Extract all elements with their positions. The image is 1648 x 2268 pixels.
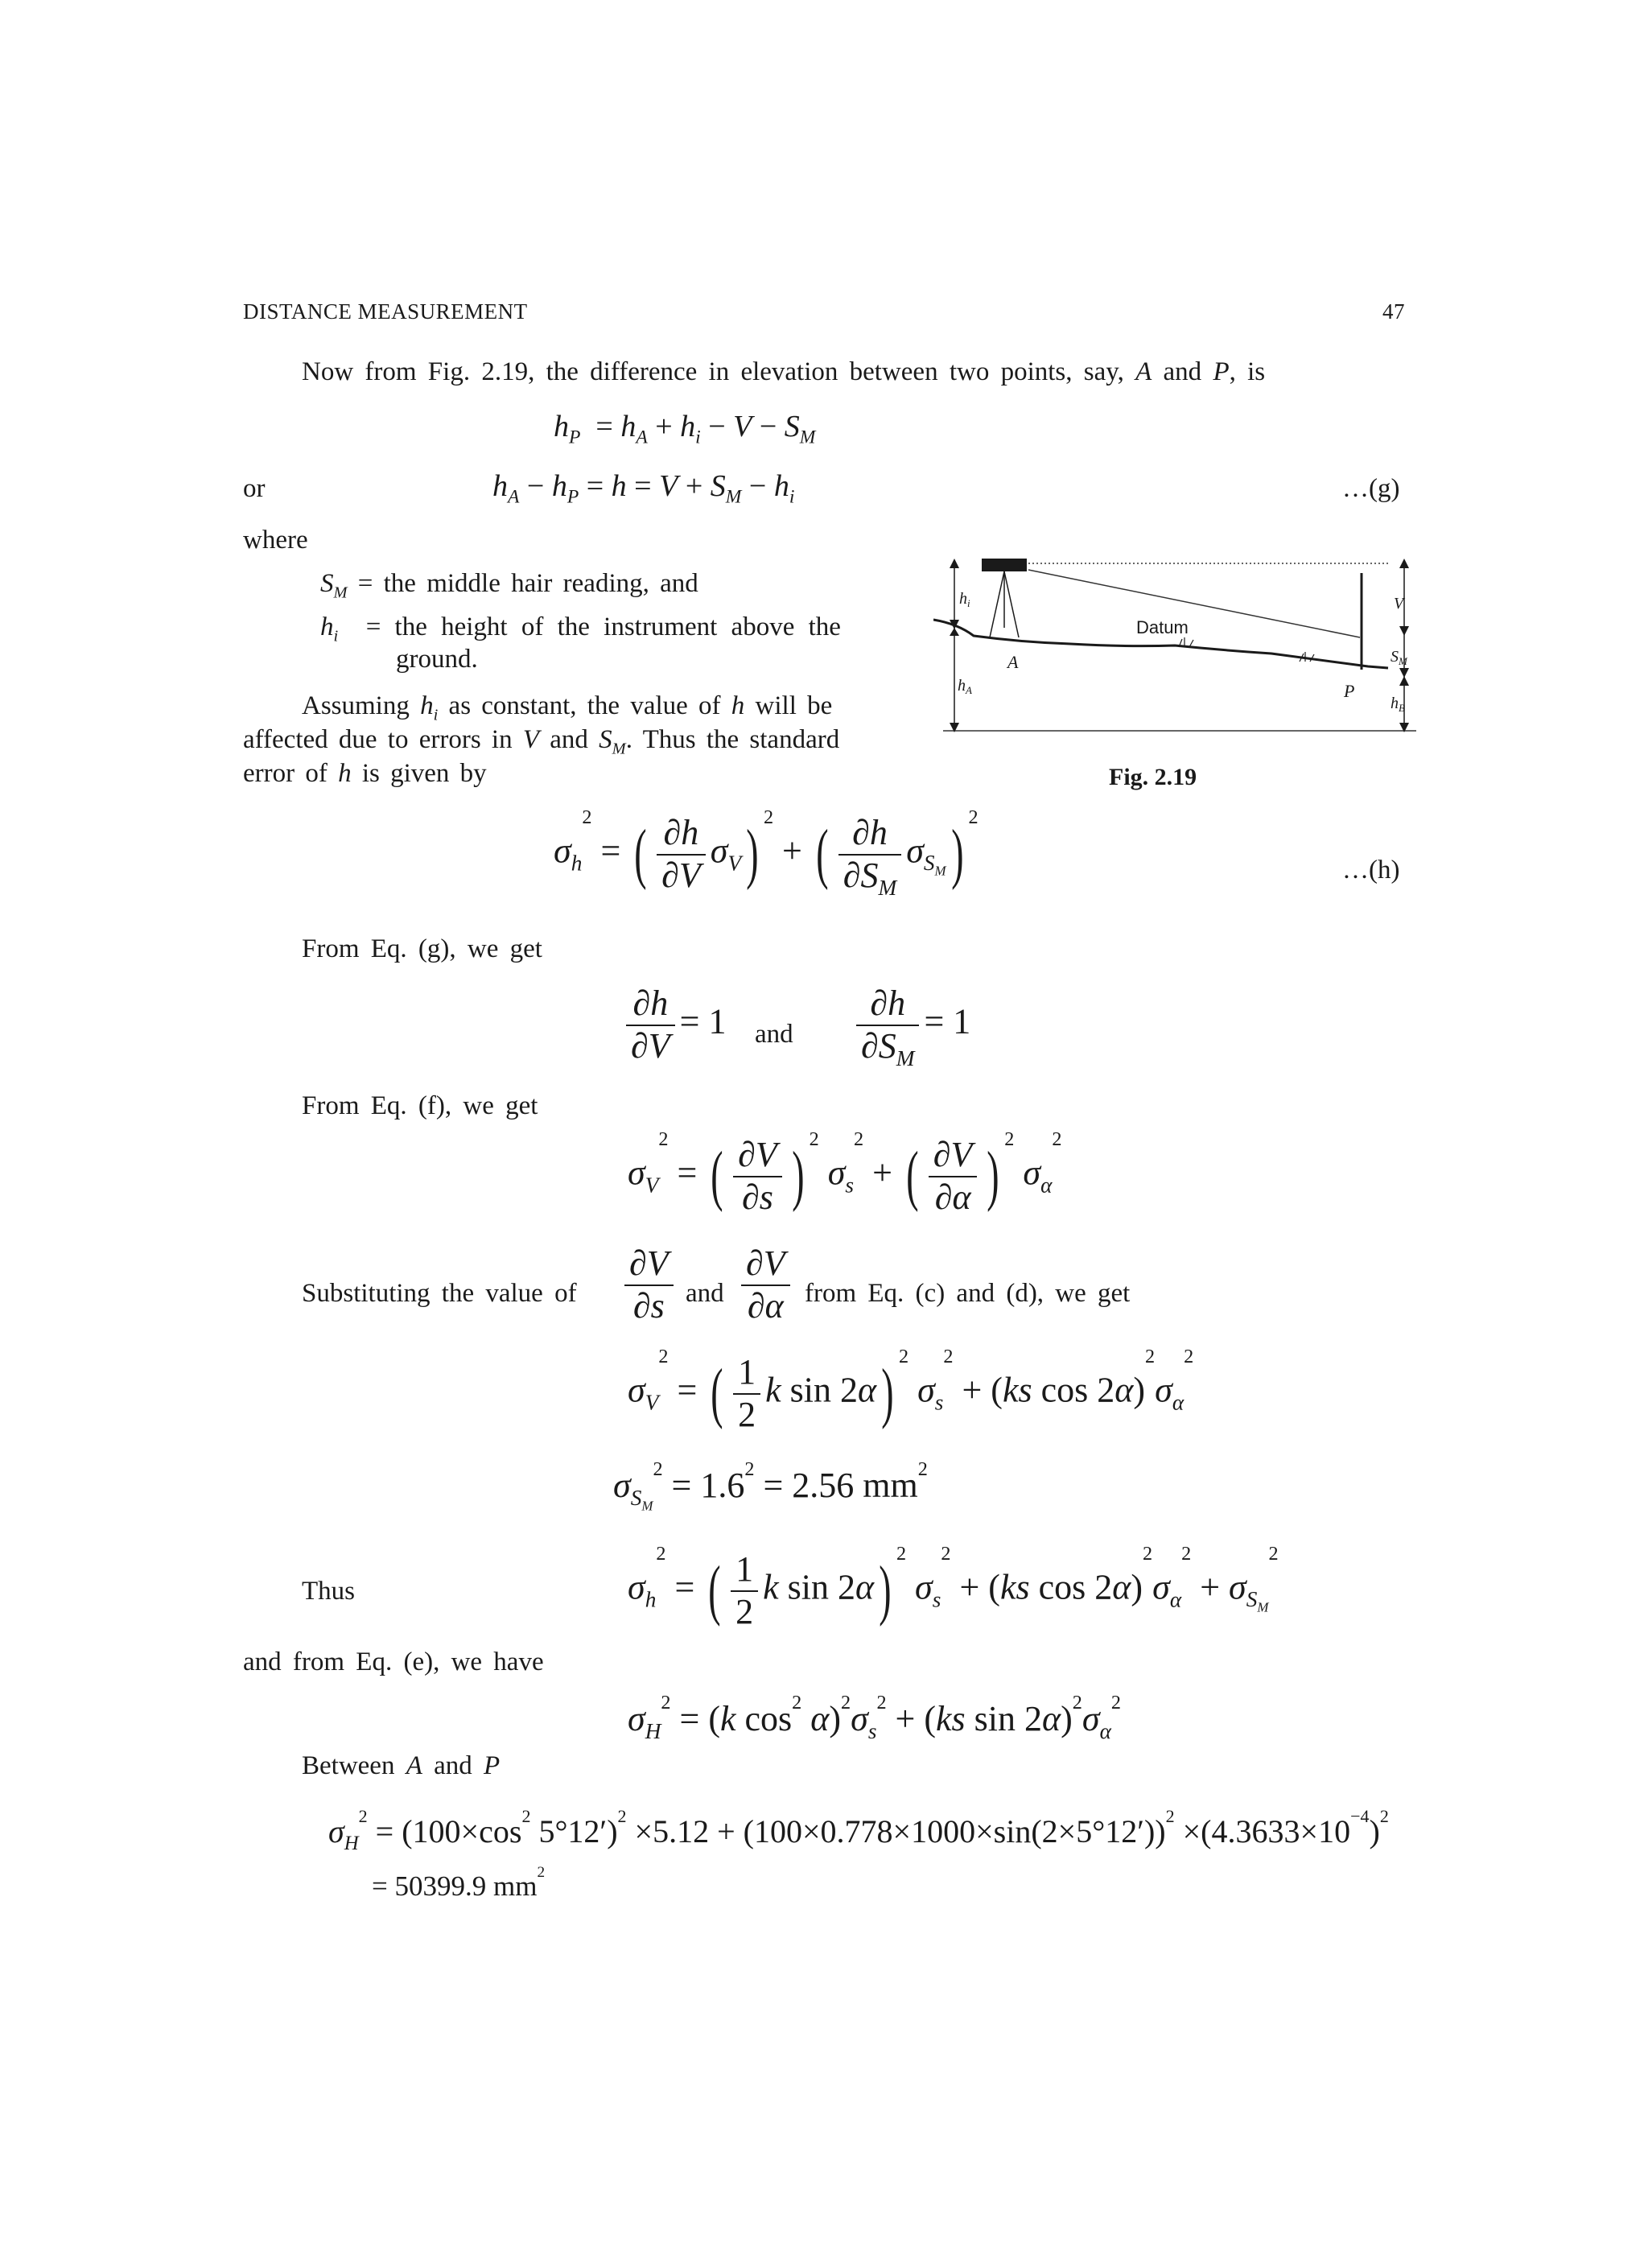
num-thousand: 1000: [911, 1813, 976, 1849]
num-angle-1: 5°12′: [538, 1813, 608, 1849]
intro-and: and: [1163, 357, 1202, 386]
from-eq-f: From Eq. (f), we get: [302, 1091, 538, 1120]
num-k: 100: [753, 1813, 802, 1849]
label-hb: $h_B$: [1390, 695, 1405, 714]
equation-sigma-v-expanded: $\sigma_V^2$ = ( $\frac{1}{2}$ k sin 2α) $^2$ $\sigma_s^2 + (ks$ $\cos 2\alpha)^2\sigma_\alpha^2$: [628, 1346, 1194, 1434]
definition-hi-text: = the height of the instrument above the: [365, 612, 841, 641]
substituting-fracs: $\frac{\partial V}{\partial s}$: [620, 1243, 678, 1326]
definition-sm-text: = the middle hair reading, and: [357, 569, 698, 598]
num-sigma-alpha: 4.3633: [1211, 1813, 1300, 1849]
and-label-2: and: [686, 1279, 724, 1308]
label-a: A: [1007, 652, 1019, 672]
equation-sigma-sm: $\sigma_{S_M}^2 = 1.6^2 = 2.56$ $mm^2$: [613, 1458, 928, 1514]
point-p: P: [1213, 357, 1230, 386]
final-result-sup: 2: [537, 1864, 546, 1881]
assume-text-1: Assuming: [302, 691, 410, 720]
intro-is: , is: [1229, 357, 1266, 386]
final-result-value: = 50399.9 mm: [372, 1870, 538, 1902]
assume-text-6: . Thus the standard: [625, 725, 840, 754]
from-eq-e: and from Eq. (e), we have: [243, 1647, 544, 1676]
label-ha: $h_A$: [958, 677, 972, 696]
page-number: 47: [1382, 299, 1405, 324]
instrument-icon: [982, 559, 1027, 571]
running-title: DISTANCE MEASUREMENT: [243, 299, 528, 324]
assume-text-3: will be: [755, 691, 833, 720]
definition-hi-line2: ground.: [396, 645, 478, 674]
num-exponent: −4: [1350, 1806, 1370, 1826]
equation-sigma-h: $\sigma_h^2$ = ( $\frac{1}{2}$ k sin 2α) $^2$ $\sigma_s^2 + (ks$ $\cos 2\alpha)^2\sigma_\alpha^2 + \sigma_{S_M}^2$: [628, 1543, 1279, 1631]
assume-text-2: as constant, the value of: [448, 691, 721, 720]
assume-text-5: and: [550, 725, 588, 754]
equation-h: $\sigma_h^2$ = ( $\frac{\partial h}{\partial V}$ $\sigma_V$) $^2$ + ( $\frac{\partial h}{\partial S_M}$ $\sigma_{S_M}$) $^2$: [554, 806, 978, 900]
and-label-1: and: [755, 1020, 793, 1049]
from-eq-g: From Eq. (g), we get: [302, 934, 542, 963]
assume-text-7: error of: [243, 759, 328, 788]
label-p: P: [1344, 681, 1355, 701]
definition-sm: $S_M$ = the middle hair reading, and: [320, 569, 698, 602]
or-label: or: [243, 474, 266, 503]
substituting-frac-2: $\frac{\partial V}{\partial\alpha}$: [736, 1243, 795, 1326]
equation-sigma-H: $\sigma_H^2 = (k$ $\cos^2 \alpha)^2\sigma_s^2 + (ks$ $\sin 2\alpha)^2\sigma_\alpha^2$: [628, 1692, 1121, 1743]
between-line: [302, 1750, 500, 1783]
between-text: Between: [302, 1751, 395, 1780]
figure-caption: Fig. 2.19: [1109, 764, 1197, 790]
equation-numeric: $\sigma_H^2 = (100\times\cos^2$ $5^\circ 12')^2 \times 5.12 + (100\times 0.778\times 1000\times\sin(2\times 5^\circ 12'))^2 \times(4.3633\times 10^{-4})^2$: [328, 1806, 1389, 1854]
from-eq-cd: from Eq. (c) and (d), we get: [805, 1279, 1131, 1308]
sigma-sm-value2: = 2.56 mm: [763, 1466, 918, 1505]
sigma-sm-value: = 1.6: [671, 1466, 745, 1505]
equation-g-tag: …(g): [1342, 474, 1400, 503]
derivative-dh-dv: $\frac{\partial h}{\partial V}$ = 1: [621, 983, 726, 1066]
assume-line-2: affected due to errors in V and $S_M$. Thus the standard: [243, 725, 840, 758]
equation-h-tag: …(h): [1342, 856, 1400, 885]
num-cos-coeff: 100: [412, 1813, 461, 1849]
thus-label: Thus: [302, 1577, 355, 1606]
label-datum: Datum: [1136, 617, 1189, 637]
derivative-dh-dsm: $\frac{\partial h}{\partial S_M}$ = 1: [851, 983, 970, 1066]
between-a: A: [406, 1751, 422, 1780]
assume-line-3: error of h is given by: [243, 759, 487, 788]
assume-text-8: is given by: [361, 759, 487, 788]
label-v: V: [1394, 595, 1404, 612]
point-a: A: [1135, 357, 1152, 386]
num-angle-2: 5°12′: [1076, 1813, 1144, 1849]
intro-line: [302, 357, 1265, 389]
assume-line-1: Assuming $h_i$ as constant, the value of h will be: [302, 691, 833, 724]
assume-text-4: affected due to errors in: [243, 725, 513, 754]
num-ten: 10: [1318, 1813, 1351, 1849]
substituting-label: Substituting the value of: [302, 1279, 577, 1308]
equation-hp: $h_P = h_A + h_i - V - S_M$: [554, 410, 816, 448]
num-sigma-s2: 5.12: [653, 1813, 710, 1849]
equation-g: $h_A - h_P = h = V + S_M - h_i$: [492, 469, 795, 508]
definition-hi: $h_i$ = the height of the instrument above the: [320, 612, 841, 645]
where-label: where: [243, 526, 308, 555]
final-result: [372, 1864, 546, 1903]
label-hi: $h_i$: [959, 590, 970, 609]
figure-2-19: [933, 547, 1424, 757]
intro-text: Now from Fig. 2.19, the difference in elevation between two points, say,: [302, 357, 1124, 386]
equation-sigma-v: $\sigma_V^2$ = ( $\frac{\partial V}{\partial s}$ ) $^2$ $\sigma_s^2$ + ( $\frac{\partial V}{\partial\alpha}$ ) $^2$ $\sigma_\alpha^2$: [628, 1128, 1062, 1217]
num-s-factor: 0.778: [820, 1813, 893, 1849]
label-sm: $S_M$: [1390, 648, 1407, 667]
between-p: P: [484, 1751, 501, 1780]
between-and: and: [434, 1751, 472, 1780]
num-two: 2: [1041, 1813, 1058, 1849]
